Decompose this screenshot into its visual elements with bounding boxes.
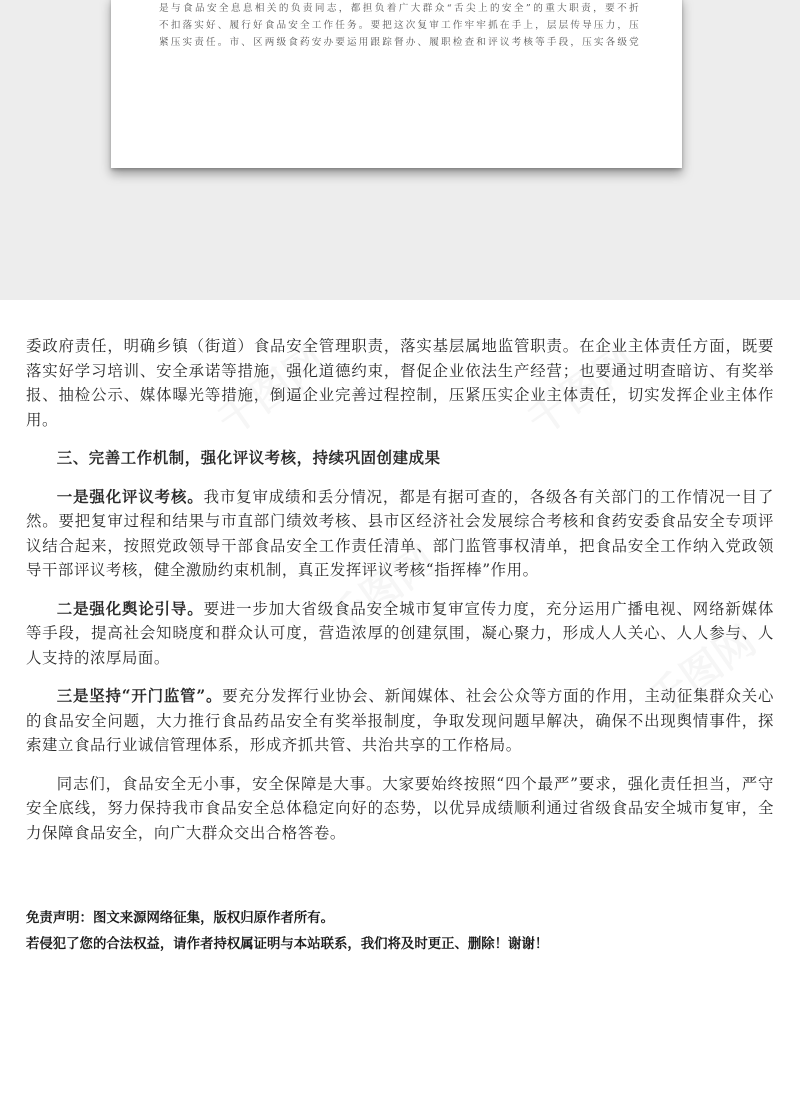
document-preview-area [0,0,800,300]
watermark-text: 千图网 [519,338,645,445]
watermark-text: 千图网 [319,538,445,645]
disclaimer-line: 若侵犯了您的合法权益，请作者持权属证明与本站联系，我们将及时更正、删除！谢谢！ [26,936,549,952]
paragraph-lead: 一是强化评议考核。 [56,487,204,506]
paragraph-lead: 三是坚持“开门监管”。 [56,687,223,705]
article-body [26,334,774,859]
preview-line: 不扣落实好、履行好食品安全工作任务。要把这次复审工作牢牢抓在手上，层层传导压力，压 [159,20,639,31]
article-paragraph: 委政府责任，明确乡镇（街道）食品安全管理职责，落实基层属地监管职责。在企业主体责任方面，既要落实好学习培训、安全承诺等措施，强化道德约束，督促企业依法生产经营；也要通过明查暗访、有奖举报、抽检公示、媒体曝光等措施，倒逼企业完善过程控制，压紧压实企业主体责任，切实发挥企业主体作用。 [26,337,774,429]
section-heading: 三、完善工作机制，强化评议考核，持续巩固创建成果 [56,449,441,467]
disclaimer-line: 免责声明：图文来源网络征集，版权归原作者所有。 [26,910,334,926]
paragraph-body: 我市复审成绩和丢分情况，都是有据可查的，各级各有关部门的工作情况一目了然。要把复审过程和结果与市直部门绩效考核、县市区经济社会发展综合考核和食药安委食品安全专项评议结合起来，按照党政领导干部食品安全工作责任清单、部门监管事权清单，把食品安全工作纳入党政领导干部评议考核，健全激励约束机制，真正发挥评议考核“指挥棒”作用。 [26,487,774,579]
paragraph-body: 要充分发挥行业协会、新闻媒体、社会公众等方面的作用，主动征集群众关心的食品安全问题，大力推行食品药品安全有奖举报制度，争取发现问题早解决，确保不出现舆情事件，探索建立食品行业诚信管理体系，形成齐抓共管、共治共享的工作格局。 [26,687,774,754]
article-paragraph [26,684,774,758]
paragraph-lead: 二是强化舆论引导。 [56,599,204,618]
watermark-text: 千图网 [209,338,335,445]
article-paragraph [26,485,774,583]
closing-paragraph: 同志们，食品安全无小事，安全保障是大事。大家要始终按照“四个最严”要求，强化责任担当，严守安全底线，努力保持我市食品安全总体稳定向好的态势，以优异成绩顺利通过省级食品安全城市复审，全力保障食品安全，向广大群众交出合格答卷。 [26,774,774,842]
preview-page-text [159,0,639,51]
paragraph-body: 要进一步加大省级食品安全城市复审宣传力度，充分运用广播电视、网络新媒体等手段，提高社会知晓度和群众认可度，营造浓厚的创建氛围，凝心聚力，形成人人关心、人人参与、人人支持的浓厚局面。 [26,599,774,667]
article-paragraph [26,597,774,671]
document-preview-page [111,0,682,168]
watermark-text: 千图网 [639,618,765,725]
disclaimer [26,905,774,957]
preview-line: 紧压实责任。市、区两级食药安办要运用跟踪督办、履职检查和评议考核等手段，压实各级党 [159,37,639,48]
preview-line: 是与食品安全息息相关的负责同志，都担负着广大群众“舌尖上的安全”的重大职责，要不折 [159,3,639,14]
